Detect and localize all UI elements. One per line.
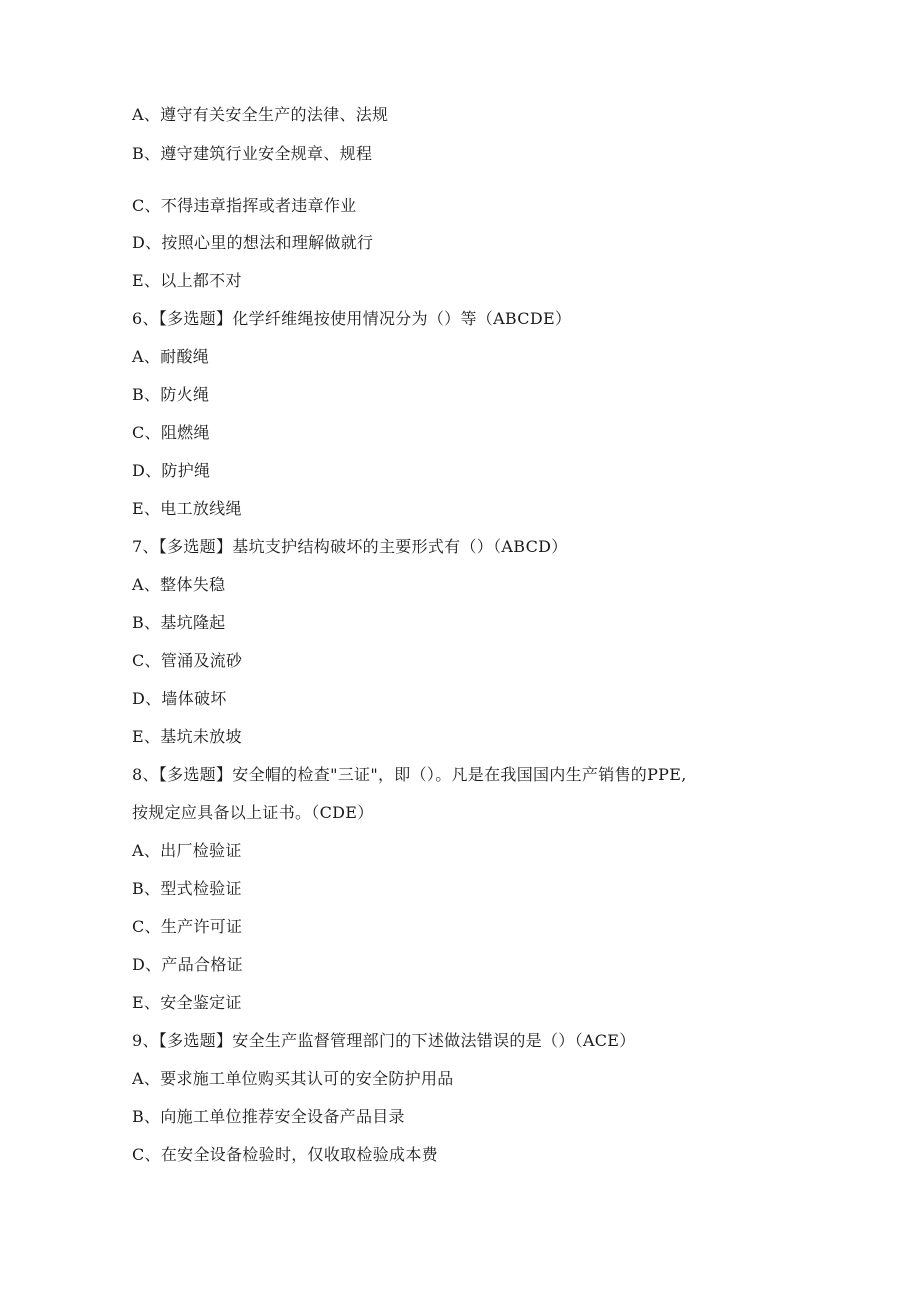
option-line: C、阻燃绳 bbox=[132, 423, 210, 442]
question-line-continued: 按规定应具备以上证书。（CDE） bbox=[132, 803, 374, 822]
option-line: E、基坑未放坡 bbox=[132, 727, 242, 746]
option-line: C、在安全设备检验时，仅收取检验成本费 bbox=[132, 1145, 438, 1164]
option-line: D、产品合格证 bbox=[132, 955, 243, 974]
option-line: A、耐酸绳 bbox=[132, 347, 210, 366]
option-line: D、墙体破坏 bbox=[132, 689, 227, 708]
option-line: A、要求施工单位购买其认可的安全防护用品 bbox=[132, 1069, 454, 1088]
option-line: C、不得违章指挥或者违章作业 bbox=[132, 196, 357, 215]
question-line: 7、【多选题】基坑支护结构破坏的主要形式有（）（ABCD） bbox=[132, 537, 568, 556]
option-line: E、安全鉴定证 bbox=[132, 993, 242, 1012]
option-line: C、管涌及流砂 bbox=[132, 651, 243, 670]
question-line: 6、【多选题】化学纤维绳按使用情况分为（）等（ABCDE） bbox=[132, 309, 572, 328]
option-line: B、向施工单位推荐安全设备产品目录 bbox=[132, 1107, 405, 1126]
option-line: B、遵守建筑行业安全规章、规程 bbox=[132, 144, 373, 163]
option-line: E、电工放线绳 bbox=[132, 499, 242, 518]
option-line: B、基坑隆起 bbox=[132, 613, 226, 632]
option-line: A、遵守有关安全生产的法律、法规 bbox=[132, 105, 389, 124]
option-line: A、整体失稳 bbox=[132, 575, 226, 594]
option-line: D、防护绳 bbox=[132, 461, 211, 480]
option-line: B、型式检验证 bbox=[132, 879, 242, 898]
option-line: E、以上都不对 bbox=[132, 271, 242, 290]
option-line: B、防火绳 bbox=[132, 385, 210, 404]
option-line: C、生产许可证 bbox=[132, 917, 243, 936]
option-line: D、按照心里的想法和理解做就行 bbox=[132, 233, 374, 252]
question-line: 9、【多选题】安全生产监督管理部门的下述做法错误的是（）（ACE） bbox=[132, 1031, 636, 1050]
option-line: A、出厂检验证 bbox=[132, 841, 242, 860]
question-line: 8、【多选题】安全帽的检查"三证"，即（）。凡是在我国国内生产销售的PPE, bbox=[132, 765, 687, 784]
